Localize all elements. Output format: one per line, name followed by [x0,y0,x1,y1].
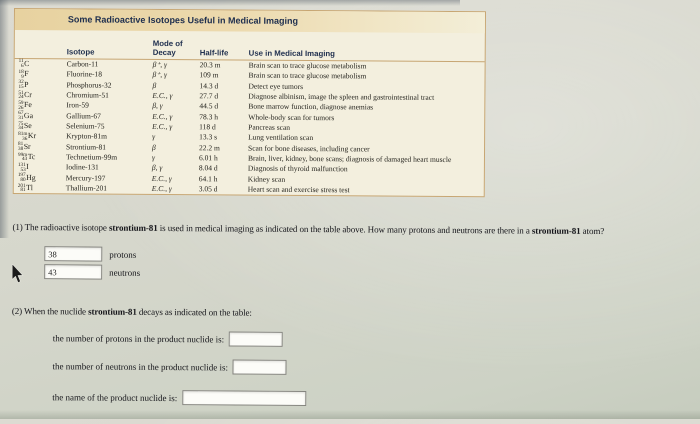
imaging-use: Brain scan to trace glucose metabolism [249,71,485,83]
col-header-isotope: Isotope [67,47,153,57]
col-header-mode-of-decay [153,40,200,57]
isotope-name: Gallium-67 [66,111,152,122]
question-1-text [12,222,604,236]
q2-protons-input[interactable] [229,331,283,346]
imaging-use: Kidney scan [248,174,484,186]
imaging-use: Diagnose albinism, image the spleen and gastrointestinal tract [248,92,484,104]
q2-protons-row [53,330,284,347]
isotope-name: Fluorine-18 [67,70,153,81]
imaging-use: Pancreas scan [248,123,484,135]
nuclide-symbol: 81 38 Sr [18,142,66,153]
decay-mode: β [152,81,199,92]
nuclide-symbol: 18 9 F [19,69,67,80]
q2-neutrons-prompt: the number of neutrons in the product nuclide is: [52,361,228,372]
q1-bold-strontium: strontium-81 [532,226,581,236]
q2-name-row [52,389,306,406]
nuclide-symbol: 32 15 P [18,80,66,91]
decay-mode: E.C., γ [152,112,199,123]
isotope-name: Iron-59 [66,101,152,112]
decay-mode: β⁺, γ [153,70,200,81]
nuclide-symbol: 201 81 Tl [18,183,66,194]
isotope-name: Krypton-81m [66,132,152,143]
nuclide-symbol: 11 6 C [19,59,67,70]
col-header-use: Use in Medical Imaging [249,49,485,60]
imaging-use: Brain scan to trace glucose metabolism [249,61,485,73]
q1-protons-input[interactable] [44,246,102,261]
col-header-half-life: Half-life [200,48,249,57]
half-life: 109 m [200,71,249,82]
nuclide-symbol: 67 31 Ga [18,111,66,122]
nuclide-symbol: 131 53 I [18,162,66,173]
q1-protons-label: protons [109,249,136,259]
q1-text-part: is used in medical imaging as indicated on the table above. How many protons and neutrons are there in a [158,223,532,236]
isotope-name: Strontium-81 [66,142,152,153]
imaging-use: Heart scan and exercise stress test [248,185,484,197]
isotope-name: Selenium-75 [66,121,152,132]
imaging-use: Brain, liver, kidney, bone scans; diagnosis of damaged heart muscle [248,154,484,166]
q1-text-part: atom? [581,226,605,236]
half-life: 14.3 d [199,81,248,92]
col-header-mode-line2: Decay [153,48,200,57]
q1-neutrons-input[interactable] [44,264,102,279]
mouse-cursor-icon [11,264,24,284]
nuclide-symbol: 99m 43 Tc [18,152,66,163]
half-life: 27.7 d [199,91,248,102]
nuclide-symbol: 51 24 Cr [18,90,66,101]
q2-bold-strontium: strontium-81 [88,306,137,316]
imaging-use: Detect eye tumors [248,81,484,93]
q1-neutrons-label: neutrons [109,267,140,277]
decay-mode: E.C., γ [152,91,199,102]
isotope-name: Technetium-99m [66,152,152,163]
decay-mode: β⁺, γ [153,60,200,71]
q1-neutrons-row [44,264,140,280]
question-2-text [12,306,252,318]
imaging-use: Lung ventilation scan [248,133,484,145]
half-life: 64.1 h [199,174,248,185]
table-title: Some Radioactive Isotopes Useful in Medical Imaging [15,9,485,33]
half-life: 22.2 m [199,143,248,154]
decay-mode: E.C., γ [152,184,199,195]
col-header-mode-line1: Mode of [153,40,200,49]
nuclide-symbol: 75 34 Se [18,121,66,132]
q1-text-part: (1) The radioactive isotope [12,222,109,233]
imaging-use: Bone marrow function, diagnose anemias [248,102,484,114]
q2-neutrons-row [52,358,287,375]
half-life: 78.3 h [199,112,248,123]
q2-text-part: (2) When the nuclide [12,306,88,317]
isotope-name: Thallium-201 [66,183,152,194]
nuclide-symbol: 59 26 Fe [18,100,66,111]
isotope-name: Chromium-51 [66,90,152,101]
decay-mode: γ [152,132,199,143]
table-body [14,59,485,197]
decay-mode: β, γ [152,163,199,174]
nuclide-symbol: 81m 36 Kr [18,131,66,142]
decay-mode: γ [152,153,199,164]
half-life: 13.3 s [199,133,248,144]
half-life: 6.01 h [199,153,248,164]
isotope-name: Carbon-11 [67,59,153,70]
q2-text-part: decays as indicated on the table: [137,307,252,318]
q1-protons-row [44,246,136,262]
q2-name-prompt: the name of the product nuclide is: [52,392,177,403]
nuclide-symbol: 197 80 Hg [18,173,66,184]
decay-mode: β [152,143,199,154]
table-row [18,183,484,197]
table-header-row [15,30,485,62]
half-life: 118 d [199,122,248,133]
imaging-use: Scan for bone diseases, including cancer [248,143,484,155]
q1-bold-strontium: strontium-81 [109,223,158,233]
q2-name-input[interactable] [182,390,306,406]
imaging-use: Whole-body scan for tumors [248,112,484,124]
imaging-use: Diagnosis of thyroid malfunction [248,164,484,176]
decay-mode: E.C., γ [152,174,199,185]
q2-neutrons-input[interactable] [233,359,287,374]
isotope-name: Phosphorus-32 [66,80,152,91]
isotope-name: Mercury-197 [66,173,152,184]
half-life: 44.5 d [199,102,248,113]
isotope-table [13,8,486,197]
isotope-name: Iodine-131 [66,163,152,174]
decay-mode: E.C., γ [152,122,199,133]
half-life: 8.04 d [199,164,248,175]
half-life: 3.05 d [199,184,248,195]
decay-mode: β, γ [152,101,199,112]
q2-protons-prompt: the number of protons in the product nuclide is: [53,333,225,344]
half-life: 20.3 m [200,60,249,71]
